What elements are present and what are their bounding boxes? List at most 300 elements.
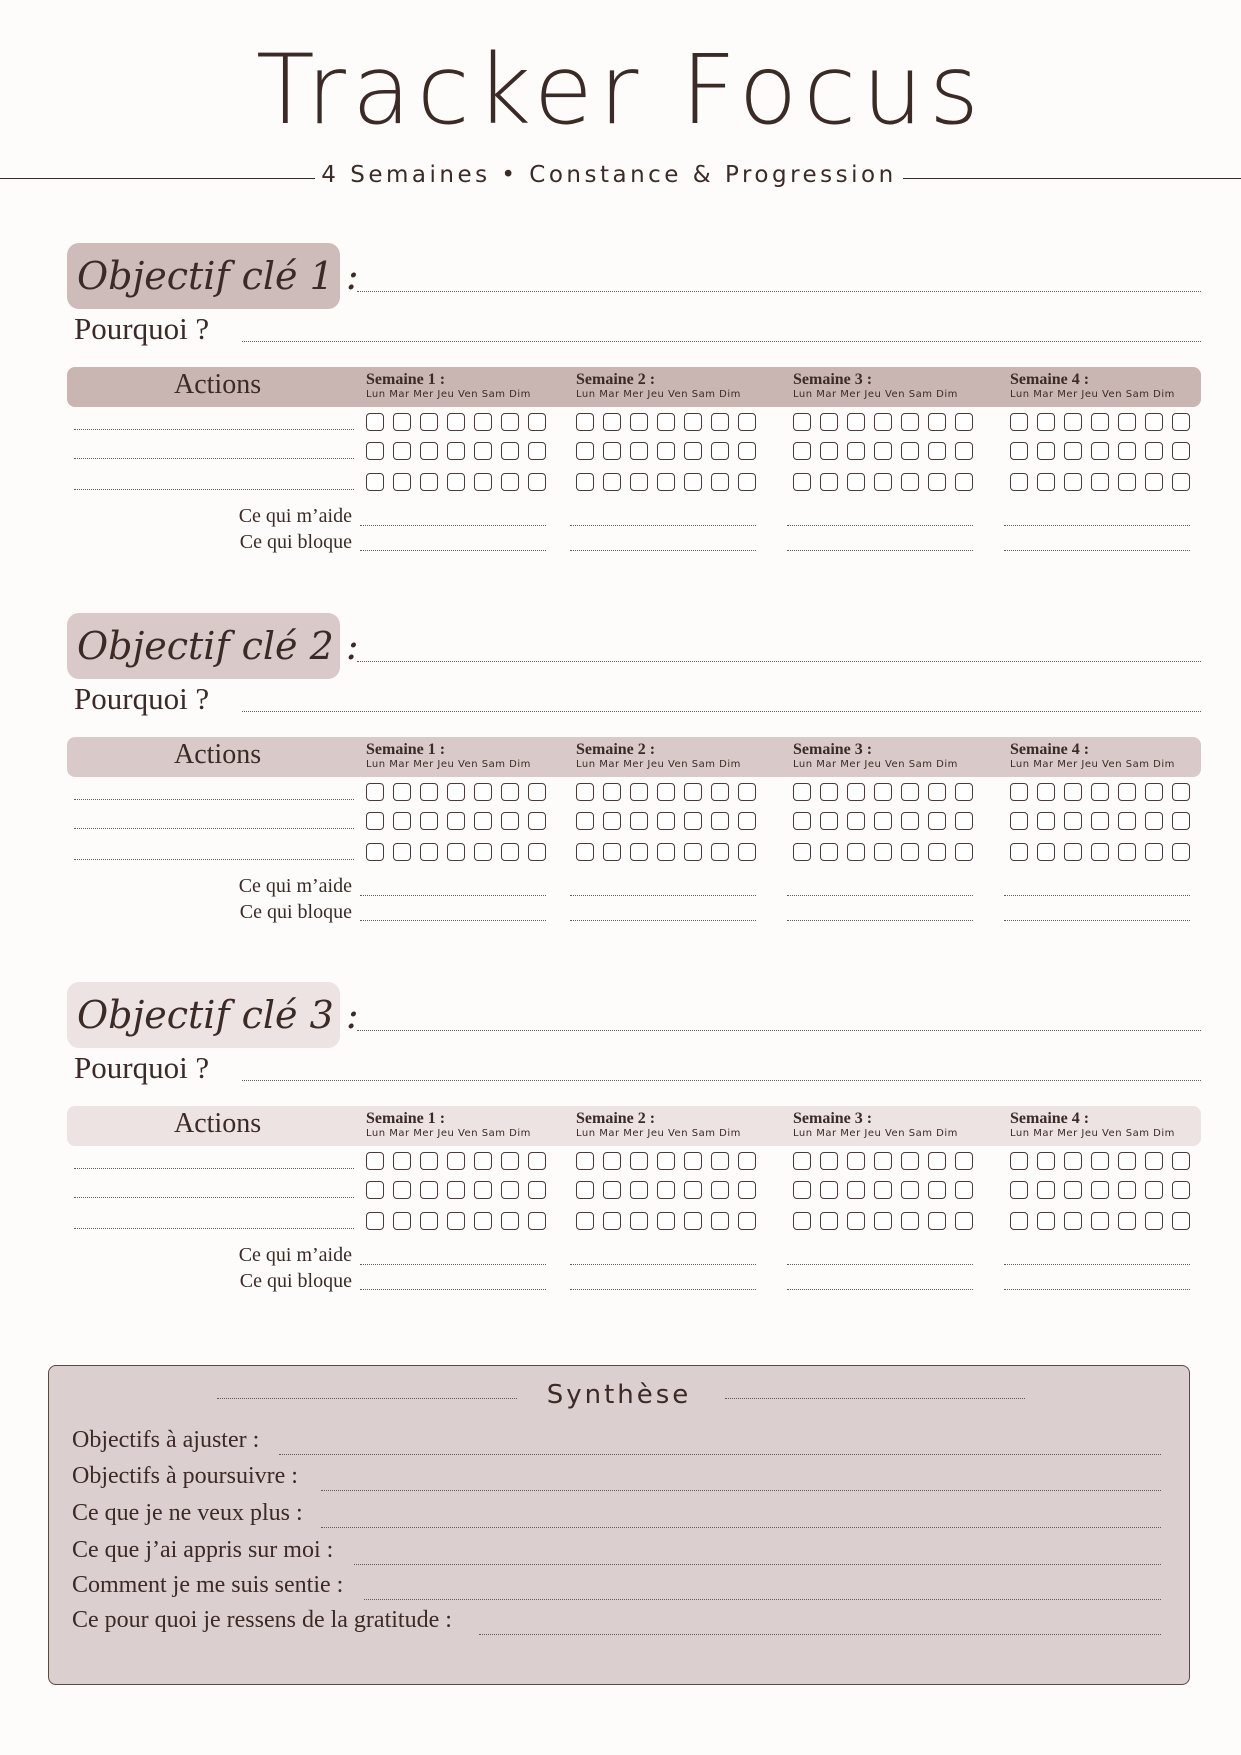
day-checkbox[interactable] xyxy=(793,442,811,460)
day-checkbox[interactable] xyxy=(874,473,892,491)
day-checkbox[interactable] xyxy=(1037,473,1055,491)
day-checkbox[interactable] xyxy=(684,413,702,431)
day-checkbox[interactable] xyxy=(955,413,973,431)
day-checkbox[interactable] xyxy=(420,1181,438,1199)
day-checkbox[interactable] xyxy=(955,1212,973,1230)
day-checkbox[interactable] xyxy=(603,473,621,491)
day-checkbox[interactable] xyxy=(928,812,946,830)
day-checkbox[interactable] xyxy=(738,413,756,431)
day-checkbox[interactable] xyxy=(1064,1152,1082,1170)
action-input-line[interactable] xyxy=(74,1197,354,1198)
day-checkbox[interactable] xyxy=(366,473,384,491)
day-checkbox[interactable] xyxy=(603,812,621,830)
day-checkbox[interactable] xyxy=(793,843,811,861)
day-checkbox[interactable] xyxy=(420,413,438,431)
day-checkbox[interactable] xyxy=(847,1152,865,1170)
blocks-input-line[interactable] xyxy=(360,550,546,551)
day-checkbox[interactable] xyxy=(366,1152,384,1170)
day-checkbox[interactable] xyxy=(874,783,892,801)
blocks-input-line[interactable] xyxy=(1004,1289,1190,1290)
day-checkbox[interactable] xyxy=(820,1212,838,1230)
why-input-line[interactable] xyxy=(242,711,1201,712)
helps-input-line[interactable] xyxy=(360,895,546,896)
helps-input-line[interactable] xyxy=(787,525,973,526)
day-checkbox[interactable] xyxy=(657,1152,675,1170)
day-checkbox[interactable] xyxy=(820,783,838,801)
day-checkbox[interactable] xyxy=(793,783,811,801)
day-checkbox[interactable] xyxy=(901,1152,919,1170)
day-checkbox[interactable] xyxy=(738,783,756,801)
helps-input-line[interactable] xyxy=(360,525,546,526)
day-checkbox[interactable] xyxy=(1172,812,1190,830)
day-checkbox[interactable] xyxy=(1118,473,1136,491)
day-checkbox[interactable] xyxy=(528,442,546,460)
blocks-input-line[interactable] xyxy=(360,920,546,921)
day-checkbox[interactable] xyxy=(928,843,946,861)
day-checkbox[interactable] xyxy=(1064,1212,1082,1230)
day-checkbox[interactable] xyxy=(393,413,411,431)
day-checkbox[interactable] xyxy=(820,413,838,431)
day-checkbox[interactable] xyxy=(684,442,702,460)
day-checkbox[interactable] xyxy=(847,442,865,460)
synthesis-input-line[interactable] xyxy=(364,1599,1161,1600)
day-checkbox[interactable] xyxy=(1091,843,1109,861)
day-checkbox[interactable] xyxy=(901,843,919,861)
day-checkbox[interactable] xyxy=(684,843,702,861)
day-checkbox[interactable] xyxy=(474,442,492,460)
day-checkbox[interactable] xyxy=(1145,442,1163,460)
day-checkbox[interactable] xyxy=(1172,843,1190,861)
day-checkbox[interactable] xyxy=(874,442,892,460)
synthesis-input-line[interactable] xyxy=(479,1634,1161,1635)
day-checkbox[interactable] xyxy=(901,1181,919,1199)
day-checkbox[interactable] xyxy=(474,473,492,491)
day-checkbox[interactable] xyxy=(1010,812,1028,830)
day-checkbox[interactable] xyxy=(1091,413,1109,431)
day-checkbox[interactable] xyxy=(420,812,438,830)
day-checkbox[interactable] xyxy=(366,812,384,830)
day-checkbox[interactable] xyxy=(711,442,729,460)
day-checkbox[interactable] xyxy=(955,442,973,460)
day-checkbox[interactable] xyxy=(1118,812,1136,830)
day-checkbox[interactable] xyxy=(528,1181,546,1199)
why-input-line[interactable] xyxy=(242,341,1201,342)
day-checkbox[interactable] xyxy=(738,843,756,861)
synthesis-input-line[interactable] xyxy=(279,1454,1161,1455)
action-input-line[interactable] xyxy=(74,429,354,430)
day-checkbox[interactable] xyxy=(657,413,675,431)
day-checkbox[interactable] xyxy=(711,1152,729,1170)
day-checkbox[interactable] xyxy=(901,783,919,801)
day-checkbox[interactable] xyxy=(603,442,621,460)
day-checkbox[interactable] xyxy=(874,812,892,830)
day-checkbox[interactable] xyxy=(1010,473,1028,491)
day-checkbox[interactable] xyxy=(1118,1212,1136,1230)
day-checkbox[interactable] xyxy=(738,1181,756,1199)
day-checkbox[interactable] xyxy=(711,783,729,801)
synthesis-input-line[interactable] xyxy=(321,1527,1161,1528)
day-checkbox[interactable] xyxy=(447,1212,465,1230)
day-checkbox[interactable] xyxy=(928,1212,946,1230)
day-checkbox[interactable] xyxy=(928,413,946,431)
day-checkbox[interactable] xyxy=(474,1212,492,1230)
day-checkbox[interactable] xyxy=(1118,1181,1136,1199)
day-checkbox[interactable] xyxy=(393,783,411,801)
day-checkbox[interactable] xyxy=(847,1181,865,1199)
day-checkbox[interactable] xyxy=(393,812,411,830)
helps-input-line[interactable] xyxy=(1004,895,1190,896)
action-input-line[interactable] xyxy=(74,1228,354,1229)
day-checkbox[interactable] xyxy=(1145,783,1163,801)
why-input-line[interactable] xyxy=(242,1080,1201,1081)
day-checkbox[interactable] xyxy=(1010,843,1028,861)
day-checkbox[interactable] xyxy=(1064,843,1082,861)
day-checkbox[interactable] xyxy=(955,843,973,861)
helps-input-line[interactable] xyxy=(570,525,756,526)
day-checkbox[interactable] xyxy=(874,1152,892,1170)
day-checkbox[interactable] xyxy=(630,783,648,801)
day-checkbox[interactable] xyxy=(711,1212,729,1230)
day-checkbox[interactable] xyxy=(366,783,384,801)
day-checkbox[interactable] xyxy=(1118,413,1136,431)
day-checkbox[interactable] xyxy=(711,473,729,491)
day-checkbox[interactable] xyxy=(874,413,892,431)
day-checkbox[interactable] xyxy=(393,1181,411,1199)
day-checkbox[interactable] xyxy=(603,783,621,801)
week-header xyxy=(366,1110,556,1141)
day-checkbox[interactable] xyxy=(630,812,648,830)
day-checkbox[interactable] xyxy=(1010,1152,1028,1170)
day-checkbox[interactable] xyxy=(1145,1212,1163,1230)
day-checkbox[interactable] xyxy=(847,413,865,431)
day-checkbox[interactable] xyxy=(1172,1152,1190,1170)
day-checkbox[interactable] xyxy=(630,1152,648,1170)
day-checkbox[interactable] xyxy=(820,812,838,830)
day-checkbox[interactable] xyxy=(447,843,465,861)
day-checkbox[interactable] xyxy=(474,783,492,801)
day-checkbox[interactable] xyxy=(1037,783,1055,801)
day-checkbox[interactable] xyxy=(1091,1212,1109,1230)
day-checkbox[interactable] xyxy=(955,1181,973,1199)
day-checkbox[interactable] xyxy=(501,1181,519,1199)
day-checkbox[interactable] xyxy=(501,812,519,830)
day-checkbox[interactable] xyxy=(576,783,594,801)
day-checkbox[interactable] xyxy=(501,473,519,491)
day-checkbox[interactable] xyxy=(576,1152,594,1170)
day-checkbox[interactable] xyxy=(528,1152,546,1170)
day-checkbox[interactable] xyxy=(684,473,702,491)
day-checkbox[interactable] xyxy=(474,843,492,861)
day-checkbox[interactable] xyxy=(901,442,919,460)
day-checkbox[interactable] xyxy=(1010,1181,1028,1199)
helps-input-line[interactable] xyxy=(787,1264,973,1265)
day-checkbox[interactable] xyxy=(928,1152,946,1170)
day-checkbox[interactable] xyxy=(901,812,919,830)
day-checkbox[interactable] xyxy=(901,473,919,491)
week-header xyxy=(1010,371,1200,402)
day-checkbox[interactable] xyxy=(1037,1212,1055,1230)
helps-input-line[interactable] xyxy=(570,895,756,896)
day-checkbox[interactable] xyxy=(630,413,648,431)
blocks-input-line[interactable] xyxy=(787,550,973,551)
day-checkbox[interactable] xyxy=(793,812,811,830)
day-checkbox[interactable] xyxy=(1172,442,1190,460)
day-checkbox[interactable] xyxy=(1118,783,1136,801)
day-checkbox[interactable] xyxy=(657,812,675,830)
day-checkbox[interactable] xyxy=(447,413,465,431)
day-checkbox[interactable] xyxy=(501,413,519,431)
day-checkbox[interactable] xyxy=(1172,413,1190,431)
day-checkbox[interactable] xyxy=(711,843,729,861)
day-checkbox[interactable] xyxy=(501,442,519,460)
blocks-input-line[interactable] xyxy=(570,1289,756,1290)
day-checkbox[interactable] xyxy=(847,1212,865,1230)
day-checkbox[interactable] xyxy=(1145,843,1163,861)
day-checkbox[interactable] xyxy=(1037,1152,1055,1170)
day-checkbox[interactable] xyxy=(474,812,492,830)
day-checkbox[interactable] xyxy=(1010,442,1028,460)
day-checkbox[interactable] xyxy=(1118,442,1136,460)
day-checkbox[interactable] xyxy=(393,843,411,861)
action-input-line[interactable] xyxy=(74,1168,354,1169)
day-checkbox[interactable] xyxy=(874,1212,892,1230)
day-checkbox[interactable] xyxy=(847,783,865,801)
day-checkbox[interactable] xyxy=(738,473,756,491)
blocks-input-line[interactable] xyxy=(570,550,756,551)
day-checkbox[interactable] xyxy=(576,1181,594,1199)
day-checkbox[interactable] xyxy=(420,1152,438,1170)
day-checkbox[interactable] xyxy=(366,1181,384,1199)
day-checkbox[interactable] xyxy=(738,1212,756,1230)
day-checkbox[interactable] xyxy=(576,413,594,431)
day-checkbox[interactable] xyxy=(366,843,384,861)
day-checkbox[interactable] xyxy=(928,783,946,801)
day-checkbox[interactable] xyxy=(501,843,519,861)
day-checkbox[interactable] xyxy=(1037,1181,1055,1199)
day-checkbox[interactable] xyxy=(901,1212,919,1230)
day-checkbox[interactable] xyxy=(874,843,892,861)
day-checkbox[interactable] xyxy=(420,783,438,801)
day-checkbox[interactable] xyxy=(928,442,946,460)
helps-input-line[interactable] xyxy=(1004,525,1190,526)
day-checkbox[interactable] xyxy=(955,812,973,830)
day-checkbox[interactable] xyxy=(738,442,756,460)
day-checkbox[interactable] xyxy=(501,783,519,801)
day-checkbox[interactable] xyxy=(501,1152,519,1170)
day-checkbox[interactable] xyxy=(874,1181,892,1199)
day-checkbox[interactable] xyxy=(955,783,973,801)
day-checkbox[interactable] xyxy=(657,843,675,861)
day-checkbox[interactable] xyxy=(447,812,465,830)
day-checkbox[interactable] xyxy=(738,812,756,830)
day-checkbox[interactable] xyxy=(603,843,621,861)
synthesis-input-line[interactable] xyxy=(321,1490,1161,1491)
day-checkbox[interactable] xyxy=(1064,783,1082,801)
day-checkbox[interactable] xyxy=(1037,812,1055,830)
day-checkbox[interactable] xyxy=(528,812,546,830)
day-checkbox[interactable] xyxy=(447,442,465,460)
day-checkbox[interactable] xyxy=(1037,413,1055,431)
action-input-line[interactable] xyxy=(74,458,354,459)
day-checkbox[interactable] xyxy=(1172,473,1190,491)
day-checkbox[interactable] xyxy=(711,812,729,830)
synthesis-title: Synthèse xyxy=(546,1380,692,1410)
action-input-line[interactable] xyxy=(74,859,354,860)
day-checkbox[interactable] xyxy=(1145,1181,1163,1199)
day-checkbox[interactable] xyxy=(657,473,675,491)
day-checkbox[interactable] xyxy=(393,473,411,491)
day-checkbox[interactable] xyxy=(393,1212,411,1230)
day-checkbox[interactable] xyxy=(1010,1212,1028,1230)
day-checkbox[interactable] xyxy=(793,413,811,431)
day-checkbox[interactable] xyxy=(1091,473,1109,491)
day-checkbox[interactable] xyxy=(1145,1152,1163,1170)
day-checkbox[interactable] xyxy=(576,843,594,861)
day-checkbox[interactable] xyxy=(630,1212,648,1230)
day-checkbox[interactable] xyxy=(603,413,621,431)
day-checkbox[interactable] xyxy=(420,473,438,491)
day-checkbox[interactable] xyxy=(393,442,411,460)
objective-input-line[interactable] xyxy=(357,661,1201,662)
day-checkbox[interactable] xyxy=(474,1181,492,1199)
day-checkbox[interactable] xyxy=(928,1181,946,1199)
blocks-input-line[interactable] xyxy=(787,1289,973,1290)
day-checkbox[interactable] xyxy=(1118,1152,1136,1170)
day-checkbox[interactable] xyxy=(528,783,546,801)
day-checkbox[interactable] xyxy=(576,812,594,830)
action-input-line[interactable] xyxy=(74,489,354,490)
day-checkbox[interactable] xyxy=(1037,843,1055,861)
day-checkbox[interactable] xyxy=(820,843,838,861)
day-checkbox[interactable] xyxy=(1172,1212,1190,1230)
day-checkbox[interactable] xyxy=(630,1181,648,1199)
day-checkbox[interactable] xyxy=(501,1212,519,1230)
day-checkbox[interactable] xyxy=(684,1152,702,1170)
day-checkbox[interactable] xyxy=(528,473,546,491)
day-checkbox[interactable] xyxy=(603,1212,621,1230)
day-checkbox[interactable] xyxy=(793,1181,811,1199)
day-checkbox[interactable] xyxy=(474,413,492,431)
day-checkbox[interactable] xyxy=(847,843,865,861)
day-checkbox[interactable] xyxy=(1091,812,1109,830)
day-checkbox[interactable] xyxy=(1037,442,1055,460)
day-checkbox[interactable] xyxy=(420,442,438,460)
day-checkbox[interactable] xyxy=(1145,812,1163,830)
day-checkbox[interactable] xyxy=(393,1152,411,1170)
day-checkbox[interactable] xyxy=(738,1152,756,1170)
action-input-line[interactable] xyxy=(74,828,354,829)
day-checkbox[interactable] xyxy=(630,473,648,491)
day-checkbox[interactable] xyxy=(1172,1181,1190,1199)
day-checkbox[interactable] xyxy=(366,442,384,460)
day-checkbox[interactable] xyxy=(657,442,675,460)
blocks-input-line[interactable] xyxy=(360,1289,546,1290)
day-checkbox[interactable] xyxy=(1172,783,1190,801)
blocks-input-line[interactable] xyxy=(1004,550,1190,551)
day-checkbox[interactable] xyxy=(630,843,648,861)
objective-input-line[interactable] xyxy=(357,291,1201,292)
day-checkbox[interactable] xyxy=(1091,1152,1109,1170)
day-checkbox[interactable] xyxy=(1064,1181,1082,1199)
day-checkbox[interactable] xyxy=(447,1181,465,1199)
day-checkbox[interactable] xyxy=(447,473,465,491)
day-checkbox[interactable] xyxy=(657,1181,675,1199)
day-checkbox[interactable] xyxy=(1145,473,1163,491)
day-checkbox[interactable] xyxy=(576,442,594,460)
day-checkbox[interactable] xyxy=(1010,413,1028,431)
day-checkbox[interactable] xyxy=(684,783,702,801)
day-checkbox[interactable] xyxy=(528,843,546,861)
day-checkbox[interactable] xyxy=(820,473,838,491)
day-checkbox[interactable] xyxy=(1064,442,1082,460)
day-checkbox[interactable] xyxy=(955,473,973,491)
day-checkbox[interactable] xyxy=(630,442,648,460)
day-checkbox[interactable] xyxy=(474,1152,492,1170)
day-checkbox[interactable] xyxy=(1064,473,1082,491)
day-checkbox[interactable] xyxy=(657,783,675,801)
day-checkbox[interactable] xyxy=(820,1152,838,1170)
day-checkbox[interactable] xyxy=(684,812,702,830)
blocks-input-line[interactable] xyxy=(1004,920,1190,921)
day-checkbox[interactable] xyxy=(955,1152,973,1170)
blocks-input-line[interactable] xyxy=(787,920,973,921)
day-checkbox[interactable] xyxy=(684,1212,702,1230)
helps-input-line[interactable] xyxy=(1004,1264,1190,1265)
day-checkbox[interactable] xyxy=(1091,442,1109,460)
day-checkbox[interactable] xyxy=(420,1212,438,1230)
day-checkbox[interactable] xyxy=(447,783,465,801)
day-checkbox[interactable] xyxy=(711,413,729,431)
day-checkbox[interactable] xyxy=(820,442,838,460)
day-checkbox[interactable] xyxy=(1064,413,1082,431)
day-checkbox[interactable] xyxy=(1145,413,1163,431)
day-checkbox[interactable] xyxy=(1091,1181,1109,1199)
day-checkbox[interactable] xyxy=(711,1181,729,1199)
day-checkbox[interactable] xyxy=(366,413,384,431)
day-checkbox[interactable] xyxy=(366,1212,384,1230)
action-input-line[interactable] xyxy=(74,799,354,800)
day-checkbox[interactable] xyxy=(420,843,438,861)
day-checkbox[interactable] xyxy=(576,473,594,491)
synthesis-input-line[interactable] xyxy=(354,1564,1161,1565)
day-checkbox[interactable] xyxy=(576,1212,594,1230)
day-checkbox[interactable] xyxy=(528,1212,546,1230)
day-checkbox[interactable] xyxy=(603,1152,621,1170)
helps-input-line[interactable] xyxy=(787,895,973,896)
day-checkbox[interactable] xyxy=(901,413,919,431)
day-checkbox[interactable] xyxy=(1118,843,1136,861)
objective-input-line[interactable] xyxy=(357,1030,1201,1031)
day-checkbox[interactable] xyxy=(657,1212,675,1230)
day-checkbox[interactable] xyxy=(793,1152,811,1170)
day-checkbox[interactable] xyxy=(793,1212,811,1230)
day-checkbox[interactable] xyxy=(793,473,811,491)
day-checkbox[interactable] xyxy=(1010,783,1028,801)
day-checkbox[interactable] xyxy=(1091,783,1109,801)
helps-input-line[interactable] xyxy=(360,1264,546,1265)
day-checkbox[interactable] xyxy=(820,1181,838,1199)
day-checkbox[interactable] xyxy=(847,473,865,491)
helps-input-line[interactable] xyxy=(570,1264,756,1265)
blocks-input-line[interactable] xyxy=(570,920,756,921)
day-checkbox[interactable] xyxy=(603,1181,621,1199)
day-checkbox[interactable] xyxy=(1064,812,1082,830)
day-checkbox[interactable] xyxy=(847,812,865,830)
day-checkbox[interactable] xyxy=(684,1181,702,1199)
day-checkbox[interactable] xyxy=(928,473,946,491)
day-checkbox[interactable] xyxy=(528,413,546,431)
day-checkbox[interactable] xyxy=(447,1152,465,1170)
